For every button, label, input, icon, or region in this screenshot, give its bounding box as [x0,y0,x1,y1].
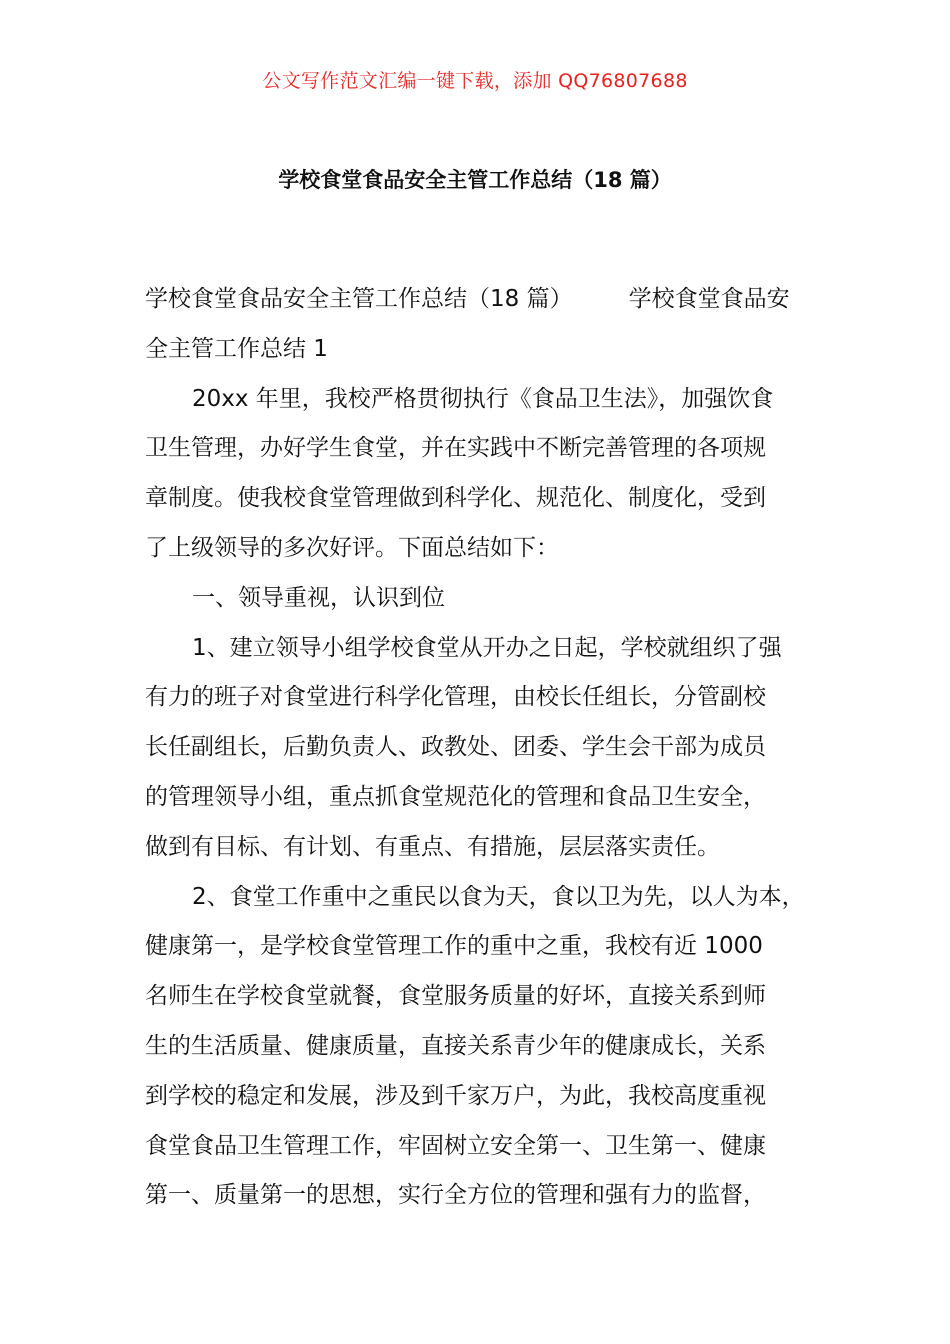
text-line: 有力的班子对食堂进行科学化管理，由校长任组长，分管副校 [145,684,766,711]
text-line: 第一、质量第一的思想，实行全方位的管理和强有力的监督， [145,1182,766,1209]
text-line [145,275,825,325]
document-title: 学校食堂食品安全主管工作总结（18 篇） [278,168,672,192]
paragraph-first-line: 20xx 年里，我校严格贯彻执行《食品卫生法》，加强饮食 [192,385,774,412]
paragraph-first-line: 1、建立领导小组学校食堂从开办之日起，学校就组织了强 [192,634,782,661]
text-line: 名师生在学校食堂就餐，食堂服务质量的好坏，直接关系到师 [145,983,766,1010]
text-line: 到学校的稳定和发展，涉及到千家万户，为此，我校高度重视 [145,1082,766,1109]
text-line: 卫生管理，办好学生食堂，并在实践中不断完善管理的各项规 [145,435,766,462]
text-line: 健康第一，是学校食堂管理工作的重中之重，我校有近 1000 [145,933,763,960]
document-body [145,275,825,1221]
text-segment: 学校食堂食品安 [628,286,790,312]
text-line: 食堂食品卫生管理工作，牢固树立安全第一、卫生第一、健康 [145,1132,766,1159]
paragraph-first-line: 2、食堂工作重中之重民以食为天，食以卫为先，以人为本， [192,883,805,910]
text-line: 全主管工作总结 1 [145,335,328,362]
section-heading: 一、领导重视，认识到位 [192,584,445,611]
text-line: 的管理领导小组，重点抓食堂规范化的管理和食品卫生安全， [145,783,766,810]
text-line: 章制度。使我校食堂管理做到科学化、规范化、制度化，受到 [145,485,766,512]
text-line: 做到有目标、有计划、有重点、有措施，层层落实责任。 [145,833,720,860]
text-segment: 学校食堂食品安全主管工作总结（18 篇） [145,286,573,312]
text-line: 生的生活质量、健康质量，直接关系青少年的健康成长，关系 [145,1032,766,1059]
download-banner: 公文写作范文汇编一键下载，添加 QQ76807688 [262,70,688,92]
text-line: 长任副组长，后勤负责人、政教处、团委、学生会干部为成员 [145,734,766,761]
text-line: 了上级领导的多次好评。下面总结如下： [145,534,559,561]
